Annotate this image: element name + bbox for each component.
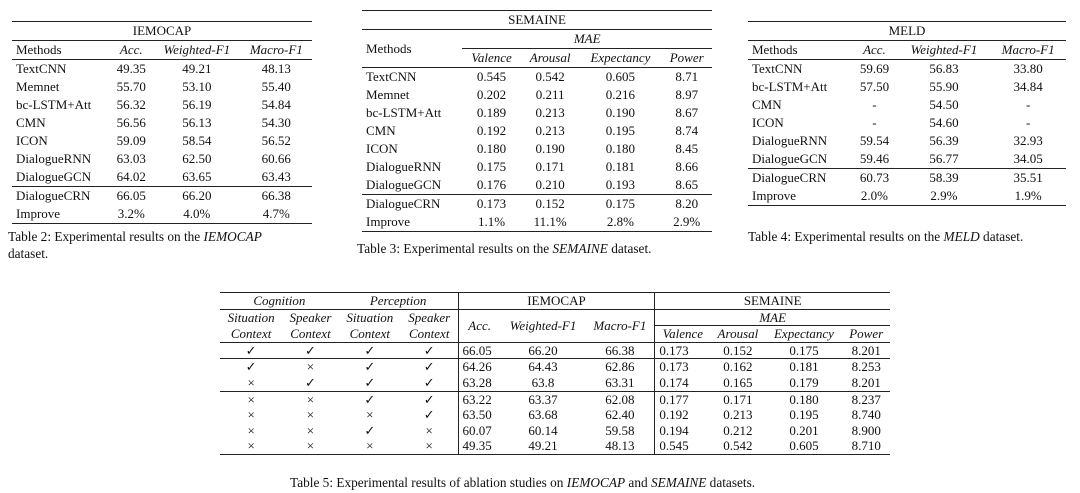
table-cell: bc-LSTM+Att <box>752 79 828 94</box>
table-cell: 56.19 <box>182 97 212 112</box>
table-cell: 66.05 <box>109 187 153 206</box>
table-cell: 33.80 <box>1013 61 1043 76</box>
table-5-group-cognition: Cognition <box>220 293 339 310</box>
table-cell: 0.195 <box>789 407 819 423</box>
table-row <box>748 150 1066 169</box>
table-row <box>220 375 890 391</box>
table-cell: 66.20 <box>153 187 240 206</box>
table-cell: 0.545 <box>476 69 507 84</box>
table-cell: TextCNN <box>16 61 67 76</box>
table-cell: 56.13 <box>182 115 212 130</box>
table-2-header-methods: Methods <box>12 41 109 60</box>
table-cell: 64.26 <box>458 359 501 375</box>
table-cell: 0.542 <box>535 69 565 84</box>
table-cell: DialogueCRN <box>362 195 462 214</box>
table-cell: × <box>366 438 374 454</box>
table-cell: 0.542 <box>723 438 753 454</box>
table-3-title: SEMAINE <box>362 11 712 30</box>
table-cell: 0.192 <box>655 407 710 423</box>
table-5-group-semaine: SEMAINE <box>655 293 890 310</box>
table-cell: 56.39 <box>929 133 959 148</box>
table-row <box>220 438 890 454</box>
table-cell: Improve <box>748 187 851 206</box>
table-cell: 34.84 <box>1013 79 1043 94</box>
table-cell: Improve <box>362 213 462 232</box>
caption-text: dataset. <box>8 246 49 261</box>
table-cell: 63.68 <box>528 407 558 423</box>
table-cell: ICON <box>366 141 398 156</box>
table-cell: 0.605 <box>789 438 819 454</box>
table-cell: CMN <box>16 115 46 130</box>
table-cell: 63.43 <box>261 169 291 184</box>
table-cell: 49.21 <box>182 61 212 76</box>
table-cell: 56.83 <box>929 61 959 76</box>
table-cell: 58.39 <box>898 169 991 188</box>
table-cell: 0.175 <box>579 195 661 214</box>
table-cell: ✓ <box>423 407 435 423</box>
table-cell: ✓ <box>305 374 316 390</box>
table-cell: 4.7% <box>241 205 312 224</box>
table-cell: - <box>1025 97 1031 112</box>
table-2-header-wf1: Weighted-F1 <box>153 41 240 60</box>
table-cell: DialogueRNN <box>366 159 442 174</box>
table-row <box>12 96 312 114</box>
table-cell: 59.09 <box>116 133 146 148</box>
table-cell: × <box>247 374 255 390</box>
table-cell: 0.177 <box>655 391 710 407</box>
table-cell: 8.74 <box>675 123 699 138</box>
caption-text: datasets. <box>706 475 756 490</box>
table-cell: × <box>425 422 433 438</box>
table-row-improve <box>362 213 712 232</box>
table-cell: ✓ <box>423 342 435 358</box>
table-cell: TextCNN <box>366 69 417 84</box>
table-cell: ✓ <box>423 391 435 407</box>
table-5-sub-speaker: Speaker <box>289 309 332 325</box>
table-cell: DialogueCRN <box>12 187 109 206</box>
table-5-header-arousal: Arousal <box>717 326 759 342</box>
table-4-header-mf1: Macro-F1 <box>990 41 1066 60</box>
table-cell: ✓ <box>305 342 316 358</box>
table-cell: 66.38 <box>605 342 635 358</box>
table-cell: ✓ <box>364 391 376 407</box>
table-cell: 0.202 <box>476 87 507 102</box>
table-3 <box>362 10 712 232</box>
table-cell: 8.45 <box>675 141 699 156</box>
table-cell: × <box>247 407 255 423</box>
table-2-header-mf1: Macro-F1 <box>241 41 312 60</box>
table-5-header-valence: Valence <box>655 326 710 343</box>
table-row <box>362 68 712 87</box>
table-cell: 63.50 <box>458 407 501 423</box>
table-cell: 0.171 <box>535 159 565 174</box>
table-cell: 64.02 <box>116 169 146 184</box>
table-cell: 0.201 <box>789 422 819 438</box>
table-cell: 62.40 <box>605 407 635 423</box>
table-row <box>12 114 312 132</box>
table-cell: × <box>306 359 315 375</box>
table-cell: 0.216 <box>605 87 636 102</box>
table-cell: 63.8 <box>531 374 555 390</box>
table-cell: 62.50 <box>182 151 212 166</box>
table-cell: 8.71 <box>675 69 699 84</box>
table-cell: 0.165 <box>723 374 753 390</box>
table-3-header-mae: MAE <box>462 30 712 49</box>
table-cell: 63.22 <box>458 391 501 407</box>
caption-emphasis: MELD <box>943 229 980 244</box>
table-cell: × <box>425 438 433 454</box>
table-cell: 0.190 <box>535 141 565 156</box>
table-cell: 64.43 <box>528 359 558 375</box>
table-cell: 66.20 <box>528 342 558 358</box>
table-5-sub-situation-2: Situation <box>346 309 394 325</box>
table-row <box>220 359 890 375</box>
table-cell: 54.30 <box>261 115 291 130</box>
table-3-header-power: Power <box>661 49 712 68</box>
table-4-header-wf1: Weighted-F1 <box>898 41 991 60</box>
table-cell: 2.8% <box>579 213 661 232</box>
table-cell: 0.212 <box>723 422 753 438</box>
table-row-improve <box>12 205 312 224</box>
table-cell: 35.51 <box>990 169 1066 188</box>
table-cell: 56.77 <box>929 151 959 166</box>
table-5-header-expectancy: Expectancy <box>773 326 834 342</box>
table-5-sub-situation: Situation <box>227 309 275 325</box>
table-row <box>220 423 890 439</box>
table-5-header-mf1: Macro-F1 <box>585 309 655 342</box>
table-cell: 11.1% <box>521 213 580 232</box>
table-5-caption <box>290 474 850 491</box>
table-cell: 54.84 <box>261 97 291 112</box>
table-cell: × <box>306 391 315 407</box>
table-5-group-iemocap: IEMOCAP <box>458 293 655 310</box>
table-3-caption <box>357 240 737 257</box>
table-row-improve <box>748 187 1066 206</box>
table-cell: × <box>306 422 315 438</box>
table-4 <box>748 21 1066 206</box>
caption-emphasis: IEMOCAP <box>203 229 262 244</box>
table-cell: 0.173 <box>462 195 520 214</box>
table-cell: bc-LSTM+Att <box>16 97 92 112</box>
table-cell: 8.710 <box>851 438 881 454</box>
table-cell: 0.180 <box>476 141 507 156</box>
table-cell: 0.176 <box>476 177 507 192</box>
table-row <box>12 168 312 187</box>
table-cell: 55.40 <box>261 79 291 94</box>
table-row <box>362 122 712 140</box>
table-5-header-acc: Acc. <box>458 309 501 342</box>
table-cell: 0.152 <box>723 342 753 358</box>
caption-text: Table 2: Experimental results on the <box>8 229 204 244</box>
table-cell: 55.70 <box>116 79 146 94</box>
table-cell: 8.740 <box>851 407 881 423</box>
table-cell: ✓ <box>245 359 257 375</box>
table-row <box>748 132 1066 150</box>
table-row <box>362 104 712 122</box>
table-cell: 57.50 <box>859 79 890 94</box>
table-3-header-expectancy: Expectancy <box>579 49 661 68</box>
table-cell: 0.211 <box>535 87 565 102</box>
table-cell: 59.58 <box>605 422 635 438</box>
table-cell: × <box>247 391 255 407</box>
caption-text: Table 5: Experimental results of ablation studies on <box>290 475 567 490</box>
table-cell: ICON <box>16 133 48 148</box>
table-row <box>12 132 312 150</box>
table-4-title: MELD <box>748 22 1066 41</box>
table-5-group-perception: Perception <box>339 293 458 310</box>
table-cell: 60.73 <box>851 169 897 188</box>
table-cell: 0.181 <box>605 159 636 174</box>
table-cell: 0.180 <box>789 391 819 407</box>
table-cell: - <box>872 115 877 130</box>
table-cell: 62.86 <box>605 359 635 375</box>
table-cell: 0.175 <box>476 159 507 174</box>
caption-emphasis: SEMAINE <box>650 475 707 490</box>
table-row <box>748 114 1066 132</box>
table-cell: 0.190 <box>605 105 636 120</box>
table-cell: 0.179 <box>789 374 819 390</box>
table-cell: TextCNN <box>752 61 803 76</box>
table-cell: ✓ <box>423 359 435 375</box>
table-cell: 49.21 <box>528 438 558 454</box>
table-cell: × <box>306 438 315 454</box>
table-cell: - <box>872 97 877 112</box>
caption-text: Table 4: Experimental results on the <box>748 229 944 244</box>
table-cell: 8.237 <box>851 391 881 407</box>
table-cell: ICON <box>752 115 784 130</box>
table-row <box>748 96 1066 114</box>
table-cell: 0.162 <box>723 359 753 375</box>
table-2-header-acc: Acc. <box>109 41 153 60</box>
table-cell: 8.201 <box>851 374 881 390</box>
table-5-header-power: Power <box>849 326 884 342</box>
table-cell: 63.31 <box>605 374 635 390</box>
table-cell: 8.65 <box>675 177 699 192</box>
table-cell: 59.69 <box>859 61 890 76</box>
table-cell: × <box>366 407 374 423</box>
table-cell: 0.152 <box>521 195 580 214</box>
table-cell: 32.93 <box>1013 133 1043 148</box>
table-row-best <box>362 195 712 214</box>
table-4-header-acc: Acc. <box>851 41 897 60</box>
table-3-grid <box>362 10 712 232</box>
table-cell: 8.900 <box>851 422 881 438</box>
table-2 <box>12 21 312 224</box>
table-cell: 0.605 <box>605 69 636 84</box>
table-cell: 8.67 <box>675 105 699 120</box>
table-cell: ✓ <box>364 374 376 390</box>
table-cell: DialogueGCN <box>752 151 828 166</box>
table-cell: DialogueCRN <box>748 169 851 188</box>
table-cell: 0.213 <box>723 407 753 423</box>
caption-text: Table 3: Experimental results on the <box>357 241 553 256</box>
table-cell: 48.13 <box>261 61 291 76</box>
table-3-header-arousal: Arousal <box>521 49 580 68</box>
table-cell: Memnet <box>366 87 410 102</box>
table-5-grid <box>220 292 890 455</box>
table-cell: 0.180 <box>605 141 636 156</box>
table-row <box>12 78 312 96</box>
table-row <box>748 60 1066 79</box>
table-cell: 56.32 <box>116 97 146 112</box>
table-cell: 60.07 <box>458 423 501 439</box>
caption-emphasis: IEMOCAP <box>566 475 626 490</box>
table-3-header-valence: Valence <box>462 49 520 68</box>
table-cell: DialogueRNN <box>752 133 828 148</box>
table-cell: × <box>247 438 255 454</box>
table-cell: 53.10 <box>182 79 212 94</box>
table-row <box>748 78 1066 96</box>
caption-emphasis: SEMAINE <box>552 241 608 256</box>
table-2-grid <box>12 21 312 224</box>
table-cell: 54.60 <box>929 115 959 130</box>
table-cell: CMN <box>752 97 782 112</box>
table-cell: 66.05 <box>458 342 501 359</box>
table-row <box>220 407 890 423</box>
table-cell: 58.54 <box>182 133 212 148</box>
table-cell: 59.54 <box>859 133 890 148</box>
table-cell: Memnet <box>16 79 60 94</box>
table-cell: 8.97 <box>675 87 699 102</box>
table-2-caption <box>8 228 328 262</box>
table-cell: 0.173 <box>655 342 710 359</box>
table-cell: ✓ <box>245 342 257 358</box>
table-cell: DialogueRNN <box>16 151 92 166</box>
table-cell: CMN <box>366 123 396 138</box>
table-cell: ✓ <box>364 342 376 358</box>
table-row-best <box>12 187 312 206</box>
table-cell: DialogueGCN <box>16 169 92 184</box>
table-cell: 2.9% <box>898 187 991 206</box>
table-cell: 54.50 <box>929 97 959 112</box>
table-row <box>12 150 312 168</box>
table-cell: 62.08 <box>605 391 635 407</box>
table-cell: 0.213 <box>535 105 565 120</box>
table-cell: 48.13 <box>605 438 635 454</box>
table-4-caption <box>748 228 1078 245</box>
table-cell: 0.171 <box>723 391 753 407</box>
table-2-title: IEMOCAP <box>12 22 312 41</box>
table-cell: 59.46 <box>859 151 890 166</box>
table-cell: 49.35 <box>458 438 501 454</box>
table-cell: × <box>306 407 315 423</box>
table-cell: 0.189 <box>476 105 507 120</box>
table-cell: 56.56 <box>116 115 146 130</box>
table-5-sub-context: Context <box>230 325 272 341</box>
table-row <box>362 140 712 158</box>
table-cell: 63.03 <box>116 151 146 166</box>
table-cell: Improve <box>12 205 109 224</box>
table-cell: 66.38 <box>241 187 312 206</box>
table-cell: 4.0% <box>153 205 240 224</box>
table-cell: 0.545 <box>655 438 710 454</box>
table-5-header-wf1: Weighted-F1 <box>501 309 586 342</box>
table-cell: 1.9% <box>990 187 1066 206</box>
table-cell: 63.65 <box>182 169 212 184</box>
table-cell: 34.05 <box>1013 151 1043 166</box>
table-cell: ✓ <box>364 422 376 438</box>
table-cell: 60.66 <box>261 151 291 166</box>
table-cell: ✓ <box>423 374 435 390</box>
caption-text: dataset. <box>979 229 1024 244</box>
caption-text: dataset. <box>607 241 652 256</box>
table-cell: 1.1% <box>462 213 520 232</box>
table-cell: 3.2% <box>109 205 153 224</box>
table-row-best <box>748 169 1066 188</box>
table-row <box>220 391 890 407</box>
table-cell: 0.193 <box>605 177 636 192</box>
table-cell: 0.213 <box>535 123 565 138</box>
table-cell: 49.35 <box>116 61 146 76</box>
table-cell: 2.9% <box>661 213 712 232</box>
table-cell: 8.66 <box>675 159 699 174</box>
caption-text: and <box>625 475 651 490</box>
table-4-header-methods: Methods <box>748 41 851 60</box>
table-row <box>12 60 312 79</box>
table-cell: 55.90 <box>929 79 959 94</box>
table-row <box>362 158 712 176</box>
table-cell: bc-LSTM+Att <box>366 105 442 120</box>
table-cell: 0.174 <box>655 375 710 391</box>
table-cell: 0.194 <box>655 423 710 439</box>
table-5 <box>220 292 890 455</box>
table-cell: 2.0% <box>851 187 897 206</box>
table-4-grid <box>748 21 1066 206</box>
table-cell: 0.195 <box>605 123 636 138</box>
table-cell: 8.20 <box>661 195 712 214</box>
table-cell: 56.52 <box>261 133 291 148</box>
table-cell: DialogueGCN <box>366 177 442 192</box>
table-cell: 63.28 <box>458 375 501 391</box>
table-row <box>362 176 712 195</box>
table-5-header-mae: MAE <box>655 309 890 326</box>
table-cell: 0.175 <box>789 342 819 358</box>
table-3-header-methods: Methods <box>362 30 462 68</box>
table-cell: × <box>247 422 255 438</box>
table-cell: - <box>1025 115 1031 130</box>
table-cell: 0.173 <box>655 359 710 375</box>
table-5-sub-context-4: Context <box>409 325 450 341</box>
table-cell: 63.37 <box>528 391 558 407</box>
table-row <box>362 86 712 104</box>
table-cell: 0.192 <box>476 123 507 138</box>
table-5-sub-speaker-2: Speaker <box>408 309 451 325</box>
table-cell: ✓ <box>364 359 376 375</box>
table-5-sub-context-2: Context <box>290 325 331 341</box>
table-cell: 8.201 <box>851 342 881 358</box>
table-5-sub-context-3: Context <box>349 325 391 341</box>
table-cell: 8.253 <box>851 359 881 375</box>
table-cell: 0.181 <box>789 359 819 375</box>
table-cell: 60.14 <box>528 422 558 438</box>
table-row-full-model <box>220 342 890 359</box>
table-cell: 0.210 <box>535 177 565 192</box>
